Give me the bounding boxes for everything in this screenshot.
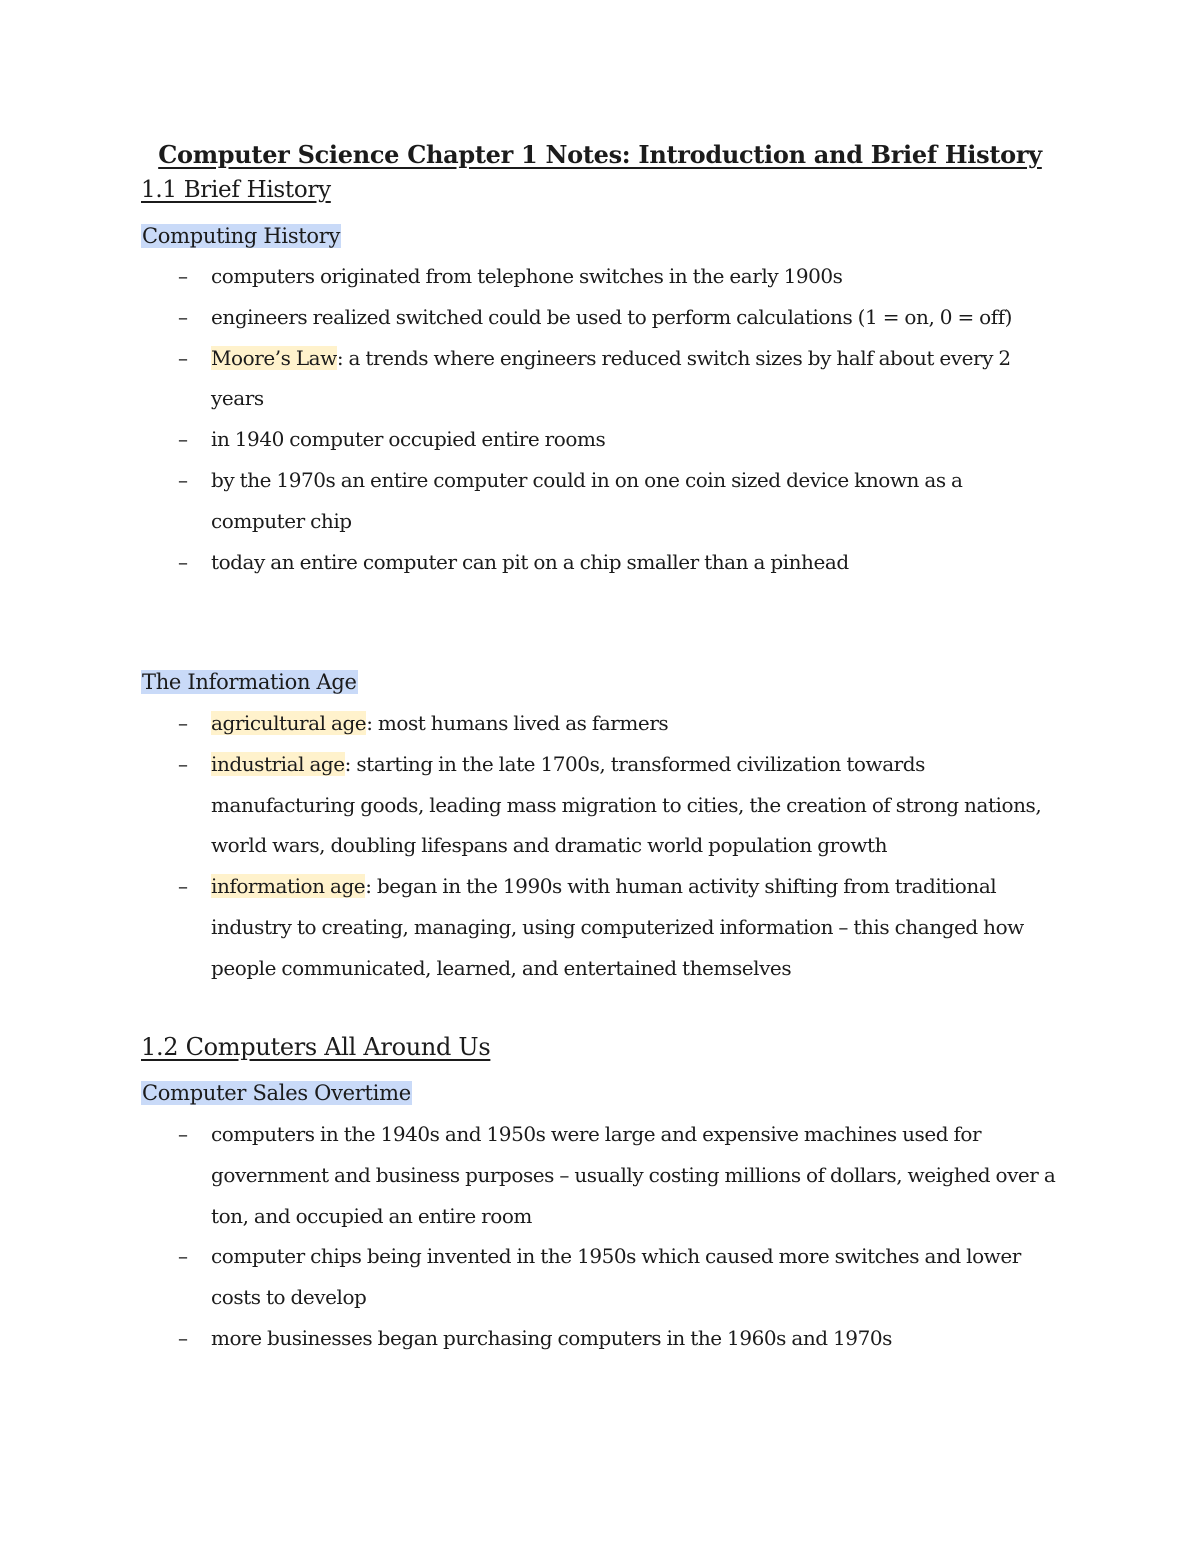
list-item [0,256,1061,297]
bullet-text: computer chips being invented in the 1950s which caused more switches and lower costs to develop [211,1244,1021,1310]
dash-bullet-icon: – [178,1244,188,1269]
bullet-text: in 1940 computer occupied entire rooms [211,427,606,452]
dash-bullet-icon: – [178,467,188,492]
bullet-list-computing-history [0,256,1200,582]
bullet-list-computer-sales [0,1114,1200,1359]
subheading-information-age [141,668,358,696]
subheading-label: Computer Sales Overtime [142,1081,411,1105]
dash-bullet-icon: – [178,549,188,574]
bullet-list-information-age [0,703,1200,989]
highlighted-term: Moore’s Law [211,345,337,370]
subheading-label: The Information Age [142,670,357,694]
dash-bullet-icon: – [178,264,188,288]
subheading-computer-sales-overtime [141,1079,412,1107]
highlighted-term: agricultural age [211,711,367,735]
dash-bullet-icon: – [178,304,188,329]
document-title: Computer Science Chapter 1 Notes: Introduction and Brief History [158,140,1042,169]
list-item [0,419,1061,460]
highlighted-term: information age [211,874,366,899]
dash-bullet-icon: – [178,711,188,735]
list-item [0,703,1061,744]
highlighted-term: industrial age [211,751,345,776]
list-item [0,744,1061,866]
list-item [0,297,1061,338]
bullet-text: : began in the 1990s with human activity shifting from traditional industry to creating, managing, using computerized information – this changed how people communicated, learned, and entertained themselves [211,874,1024,980]
subheading-computing-history [141,222,341,250]
bullet-text: : most humans lived as farmers [366,711,669,735]
section-heading-computers-all-around-us: 1.2 Computers All Around Us [141,1033,491,1061]
dash-bullet-icon: – [178,427,188,452]
dash-bullet-icon: – [178,874,188,899]
bullet-text: by the 1970s an entire computer could in on one coin sized device known as a computer chip [211,467,963,533]
list-item [0,460,1061,542]
list-item [0,542,1061,583]
list-item [0,338,1061,420]
bullet-text: : starting in the late 1700s, transformed civilization towards manufacturing goods, leading mass migration to cities, the creation of strong nations, world wars, doubling lifespans and dramatic world population growth [211,751,1042,858]
list-item [0,1236,1061,1318]
dash-bullet-icon: – [178,751,188,776]
bullet-text: engineers realized switched could be used to perform calculations (1 = on, 0 = off) [211,304,1013,329]
list-item [0,1114,1061,1236]
bullet-text: computers in the 1940s and 1950s were large and expensive machines used for government and business purposes – usually costing millions of dollars, weighed over a ton, and occupied an entire room [211,1122,1056,1228]
subheading-label: Computing History [142,224,341,248]
bullet-text: : a trends where engineers reduced switch sizes by half about every 2 years [211,345,1011,411]
bullet-text: today an entire computer can pit on a chip smaller than a pinhead [211,549,849,574]
dash-bullet-icon: – [178,1122,188,1146]
bullet-text: more businesses began purchasing computers in the 1960s and 1970s [211,1325,892,1350]
list-item [0,1318,1061,1359]
list-item [0,866,1061,988]
bullet-text: computers originated from telephone switches in the early 1900s [211,264,843,288]
section-heading-brief-history: 1.1 Brief History [141,177,331,203]
dash-bullet-icon: – [178,1325,188,1350]
dash-bullet-icon: – [178,345,188,370]
